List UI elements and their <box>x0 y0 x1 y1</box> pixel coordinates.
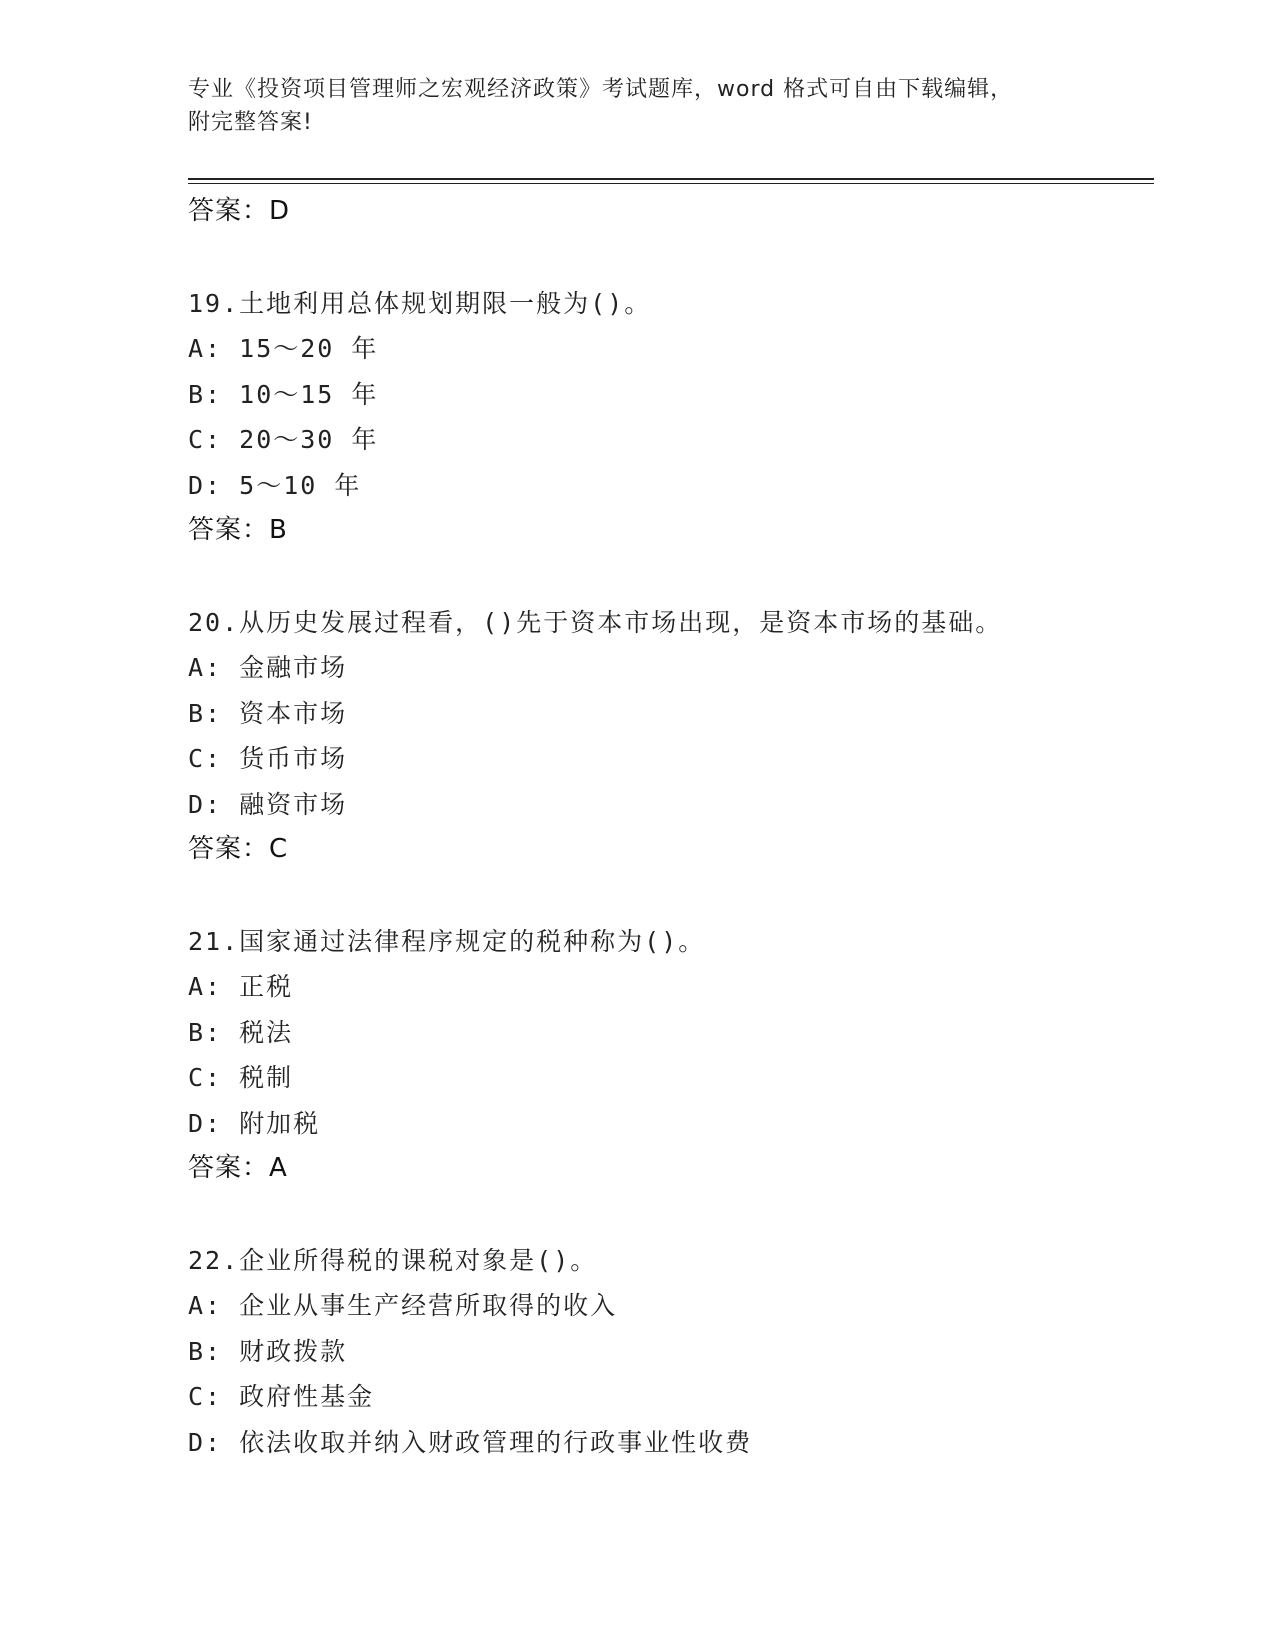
answer-line: 答案：A <box>188 1153 288 1183</box>
question-block <box>188 281 1154 554</box>
question-stem: 22.企业所得税的课税对象是()。 <box>188 1245 598 1275</box>
spacer <box>188 554 1154 600</box>
option-c: C: 货币市场 <box>188 744 348 773</box>
option-a: A: 金融市场 <box>188 653 348 682</box>
question-list <box>188 189 1154 1465</box>
option-d: D: 融资市场 <box>188 789 348 819</box>
header-line-1: 专业《投资项目管理师之宏观经济政策》考试题库，word 格式可自由下载编辑， <box>188 77 1014 102</box>
answer-line: 答案：C <box>188 834 289 864</box>
option-d: D: 依法收取并纳入财政管理的行政事业性收费 <box>188 1427 753 1457</box>
header-line-2: 附完整答案! <box>188 110 313 135</box>
option-b: B: 资本市场 <box>188 698 348 728</box>
answer-line: 答案：D <box>188 196 291 226</box>
page-header <box>188 73 1108 139</box>
question-block <box>188 1238 1154 1466</box>
option-a: A: 企业从事生产经营所取得的收入 <box>188 1291 618 1320</box>
option-b: B: 税法 <box>188 1017 294 1047</box>
option-b: B: 财政拨款 <box>188 1336 348 1366</box>
spacer <box>188 235 1154 281</box>
option-a: A: 正税 <box>188 972 294 1001</box>
option-c: C: 政府性基金 <box>188 1382 375 1411</box>
question-block <box>188 919 1154 1192</box>
question-stem: 21.国家通过法律程序规定的税种称为()。 <box>188 926 706 956</box>
question-stem: 19.土地利用总体规划期限一般为()。 <box>188 288 652 318</box>
option-b: B: 10～15 年 <box>188 379 379 409</box>
answer-line: 答案：B <box>188 515 288 545</box>
spacer <box>188 873 1154 919</box>
header-rule-thin <box>188 183 1154 184</box>
question-stem: 20.从历史发展过程看，()先于资本市场出现，是资本市场的基础。 <box>188 607 1003 637</box>
option-d: D: 5～10 年 <box>188 470 362 500</box>
option-d: D: 附加税 <box>188 1108 321 1138</box>
option-c: C: 税制 <box>188 1063 294 1092</box>
header-rule-thick <box>188 178 1154 180</box>
option-a: A: 15～20 年 <box>188 334 379 363</box>
question-block <box>188 600 1154 873</box>
option-c: C: 20～30 年 <box>188 425 379 454</box>
spacer <box>188 1192 1154 1238</box>
